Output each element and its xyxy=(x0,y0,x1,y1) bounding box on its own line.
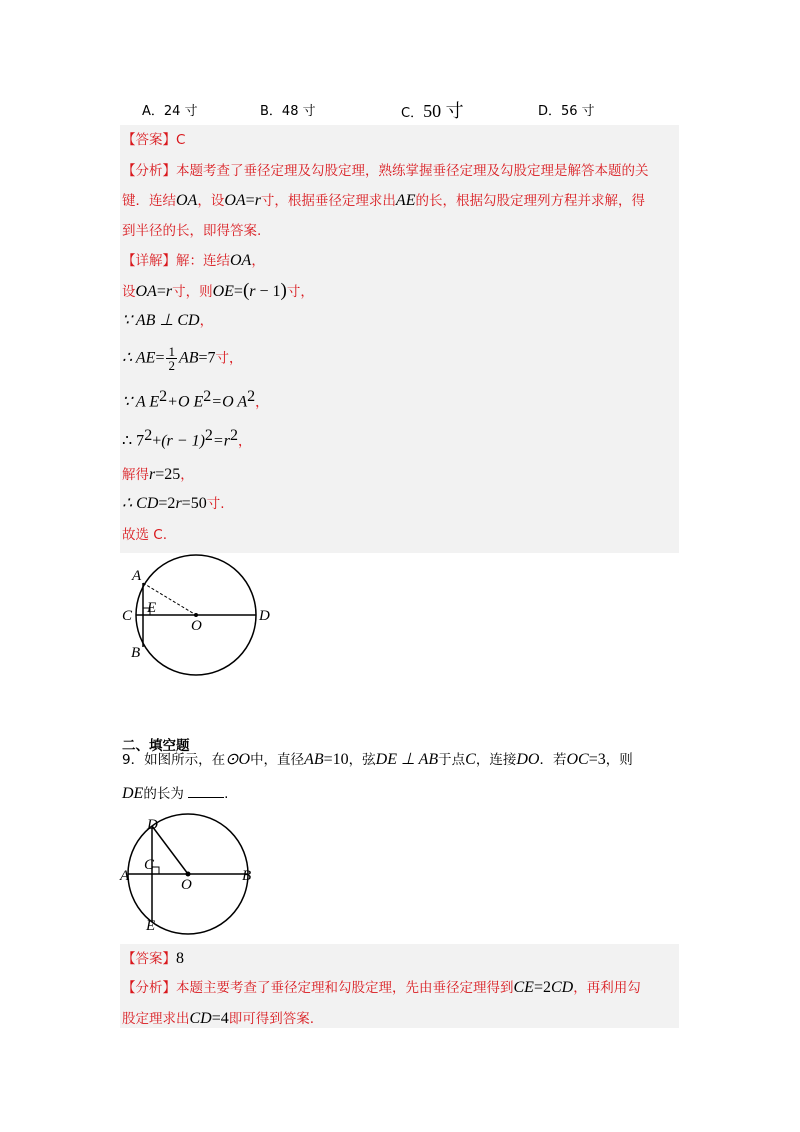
label-c: C xyxy=(144,857,155,873)
q9-circle-figure xyxy=(118,812,268,940)
math-r: r xyxy=(254,192,261,209)
detail-text: 解：连结 xyxy=(176,253,230,269)
label-a: A xyxy=(120,868,130,884)
stem-text: ，弦 xyxy=(348,752,376,768)
math-oc: OC xyxy=(566,751,589,768)
math-oa: OA xyxy=(176,192,198,209)
label-e: E xyxy=(146,918,156,934)
analysis-tag: 【分析】 xyxy=(122,163,176,179)
detail-text: 寸， xyxy=(215,350,243,367)
label-b: B xyxy=(131,645,141,661)
math-oa: OA xyxy=(230,252,252,269)
q8-detail-line-2 xyxy=(122,282,314,301)
analysis-text-1: 本题考查了垂径定理及勾股定理，熟练掌握垂径定理及勾股定理是解答本题的关 xyxy=(176,163,649,179)
label-d: D xyxy=(259,608,270,624)
math-paren: ) xyxy=(280,280,287,301)
math-ab: AB xyxy=(304,751,324,768)
answer-tag: 【答案】 xyxy=(122,951,176,967)
fraction-half xyxy=(166,345,177,372)
detail-text: 寸， xyxy=(286,284,314,300)
math-r: r xyxy=(175,495,182,512)
superscript: 2 xyxy=(159,388,168,405)
analysis-tag: 【分析】 xyxy=(122,980,176,996)
math-eq-2: =2 xyxy=(533,979,551,996)
q8-analysis-line-1 xyxy=(122,162,649,180)
math-oe: OE xyxy=(212,283,234,300)
superscript: 2 xyxy=(229,427,238,444)
detail-text: 寸. xyxy=(206,496,225,512)
label-b: B xyxy=(242,868,252,884)
math-eq-50: =50 xyxy=(181,495,207,512)
math-seven: ∴ 7 xyxy=(122,432,145,450)
q9-stem-line-2 xyxy=(122,785,228,803)
q8-circle-figure xyxy=(120,553,271,678)
math-paren: ( xyxy=(242,280,250,301)
q8-figure-box xyxy=(120,553,271,678)
math-r: r xyxy=(149,466,156,483)
superscript: 2 xyxy=(203,388,212,405)
stem-text: 的长为 xyxy=(143,786,184,802)
q8-detail-line-4 xyxy=(122,345,243,372)
option-c-letter: C． xyxy=(401,106,424,121)
option-d: D．56 寸 xyxy=(538,104,595,119)
math-oe: +O E xyxy=(167,393,204,411)
analysis-text: 股定理求出 xyxy=(122,1011,190,1027)
stem-text: 于点 xyxy=(438,752,466,768)
math-ab-perp-cd: ∵ AB ⊥ CD xyxy=(122,312,200,329)
punct: ， xyxy=(251,253,265,269)
math-eq: = xyxy=(233,283,243,300)
label-a: A xyxy=(132,568,142,584)
math-oa: =O A xyxy=(211,393,248,411)
math-oa: OA xyxy=(135,283,157,300)
math-oa: OA xyxy=(224,192,246,209)
math-eq: = xyxy=(156,283,166,300)
answer-blank[interactable] xyxy=(188,785,224,798)
math-r: r xyxy=(249,283,256,300)
analysis-text: 键．连结 xyxy=(122,193,176,209)
option-a: A．24 寸 xyxy=(142,104,198,119)
analysis-text: 寸，根据垂径定理求出 xyxy=(260,193,396,209)
analysis-text: 的长，根据勾股定理列方程并求解，得 xyxy=(415,193,645,209)
q9-analysis-line-2 xyxy=(122,1010,314,1028)
math-ae: AE xyxy=(395,192,416,209)
punct: ， xyxy=(199,313,214,329)
math-r-minus-1: (r − 1) xyxy=(161,432,205,450)
answer-value: 8 xyxy=(176,950,184,967)
math-ab: AB xyxy=(178,349,199,367)
math-circle-o: ⊙O xyxy=(225,751,251,768)
label-c: C xyxy=(122,608,133,624)
punct: . xyxy=(224,786,229,802)
label-e: E xyxy=(147,600,157,616)
fraction-denominator: 2 xyxy=(168,358,175,373)
center-point xyxy=(186,872,191,877)
math-plus: + xyxy=(152,432,162,450)
math-eq-3: =3 xyxy=(588,751,606,768)
math-minus-one: − 1 xyxy=(255,283,281,300)
q9-analysis-line-1 xyxy=(122,979,641,997)
q8-answer-line xyxy=(122,131,185,149)
label-o: O xyxy=(181,877,192,893)
math-ae: ∵ A E xyxy=(122,393,160,411)
stem-text: ，则 xyxy=(605,752,633,768)
punct: ， xyxy=(180,467,194,483)
math-cd: CD xyxy=(189,1010,212,1027)
q8-detail-line-7 xyxy=(122,466,194,484)
math-cd: CD xyxy=(550,979,574,996)
q8-analysis-line-3: 到半径的长，即得答案. xyxy=(122,223,262,239)
q8-detail-line-8 xyxy=(122,495,225,513)
superscript: 2 xyxy=(144,427,153,444)
math-ae: ∴ AE xyxy=(122,349,156,367)
detail-text: 寸，则 xyxy=(172,284,213,300)
q9-answer-line xyxy=(122,950,184,968)
q8-analysis-line-2 xyxy=(122,192,645,210)
option-c xyxy=(401,97,464,123)
math-c: C xyxy=(465,751,476,768)
superscript: 2 xyxy=(204,427,213,444)
option-b: B．48 寸 xyxy=(260,104,316,119)
math-r: r xyxy=(165,283,173,300)
math-ce: CE xyxy=(513,979,534,996)
label-d: D xyxy=(147,817,158,833)
punct: ， xyxy=(237,433,252,450)
math-eq-2: =2 xyxy=(158,495,176,512)
math-r: =r xyxy=(212,432,230,450)
answer-value: C xyxy=(176,132,186,148)
math-cd: ∴ CD xyxy=(122,495,159,512)
center-point xyxy=(194,613,198,617)
q8-detail-line-6 xyxy=(122,427,251,451)
detail-text: 解得 xyxy=(122,467,149,483)
analysis-text: 即可得到答案. xyxy=(228,1011,315,1027)
stem-text: ．若 xyxy=(539,752,567,768)
q8-detail-line-9: 故选 C. xyxy=(122,527,168,543)
stem-text: ，连接 xyxy=(475,752,517,768)
section-title: 二、填空题 xyxy=(122,738,190,754)
math-eq-25: =25 xyxy=(155,466,181,483)
q8-detail-line-1 xyxy=(122,252,265,270)
analysis-text: 本题主要考查了垂径定理和勾股定理，先由垂径定理得到 xyxy=(176,980,514,996)
math-eq: = xyxy=(155,349,165,367)
answer-tag: 【答案】 xyxy=(122,132,176,148)
punct: ， xyxy=(255,394,269,411)
stem-text: 中，直径 xyxy=(250,752,305,768)
math-eq: = xyxy=(245,192,255,209)
fraction-numerator: 1 xyxy=(168,344,175,359)
stem-text: 9．如图所示，在 xyxy=(122,752,226,768)
math-eq-4: =4 xyxy=(211,1010,229,1027)
label-o: O xyxy=(191,618,202,634)
math-de: DE xyxy=(122,785,144,802)
math-do: DO xyxy=(516,751,540,768)
q8-detail-line-5 xyxy=(122,388,269,412)
math-eq-7: =7 xyxy=(198,349,216,367)
q8-solution-panel xyxy=(120,125,679,553)
analysis-text: ，再利用勾 xyxy=(573,980,641,996)
superscript: 2 xyxy=(247,388,256,405)
math-de-perp-ab: DE ⊥ AB xyxy=(375,751,439,768)
analysis-text: ，设 xyxy=(197,193,225,209)
option-c-value: 50 寸 xyxy=(423,101,464,121)
q8-detail-line-3 xyxy=(122,312,213,330)
q9-stem-line-1 xyxy=(122,751,633,769)
detail-text: 设 xyxy=(122,284,136,300)
detail-tag: 【详解】 xyxy=(122,253,176,269)
math-eq-10: =10 xyxy=(323,751,349,768)
